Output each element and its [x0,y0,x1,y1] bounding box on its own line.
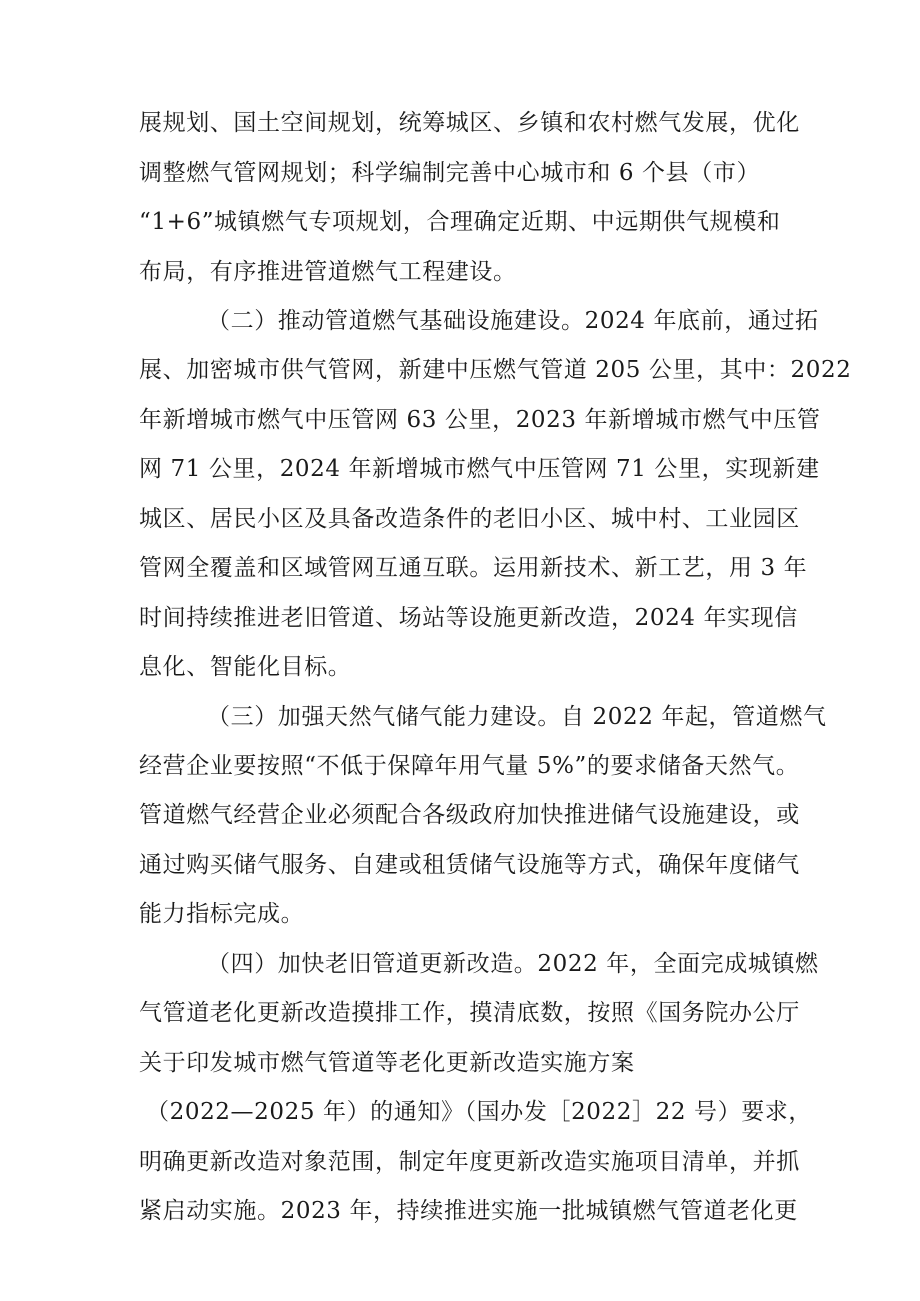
text-line-15: 管道燃气经营企业必须配合各级政府加快推进储气设施建设，或 [139,802,800,828]
text-line-14: 经营企业要按照“不低于保障年用气量 5%”的要求储备天然气。 [139,753,800,779]
text-line-17: 能力指标完成。 [139,901,305,927]
paragraph-3-first-line: （三）加强天然气储气能力建设。自 2022 年起，管道燃气 [207,704,827,730]
text-line-4: 布局，有序推进管道燃气工程建设。 [139,259,517,285]
text-line-12: 息化、智能化目标。 [139,654,352,680]
text-line-23: 紧启动实施。2023 年，持续推进实施一批城镇燃气管道老化更 [139,1198,798,1224]
text-line-3: “1+6”城镇燃气专项规划，合理确定近期、中远期供气规模和 [139,209,781,235]
text-line-9: 城区、居民小区及具备改造条件的老旧小区、城中村、工业园区 [139,506,800,532]
text-line-10: 管网全覆盖和区域管网互通互联。运用新技术、新工艺，用 3 年 [139,555,808,581]
text-line-6: 展、加密城市供气管网，新建中压燃气管道 205 公里，其中：2022 [139,357,852,383]
text-line-20: 关于印发城市燃气管道等老化更新改造实施方案 [139,1050,635,1076]
text-line-22: 明确更新改造对象范围，制定年度更新改造实施项目清单，并抓 [139,1149,800,1175]
text-line-11: 时间持续推进老旧管道、场站等设施更新改造，2024 年实现信 [139,605,798,631]
paragraph-2-first-line: （二）推动管道燃气基础设施建设。2024 年底前，通过拓 [207,308,819,334]
text-line-1: 展规划、国土空间规划，统筹城区、乡镇和农村燃气发展，优化 [139,110,800,136]
text-line-8: 网 71 公里，2024 年新增城市燃气中压管网 71 公里，实现新建 [139,456,820,482]
paragraph-4-first-line: （四）加快老旧管道更新改造。2022 年，全面完成城镇燃 [207,951,819,977]
text-line-19: 气管道老化更新改造摸排工作，摸清底数，按照《国务院办公厅 [139,1000,800,1026]
text-line-21: （2022—2025 年）的通知》（国办发［2022］22 号）要求， [146,1099,812,1125]
text-line-7: 年新增城市燃气中压管网 63 公里，2023 年新增城市燃气中压管 [139,407,821,433]
text-line-16: 通过购买储气服务、自建或租赁储气设施等方式，确保年度储气 [139,852,800,878]
text-line-2: 调整燃气管网规划；科学编制完善中心城市和 6 个县（市） [139,160,761,186]
